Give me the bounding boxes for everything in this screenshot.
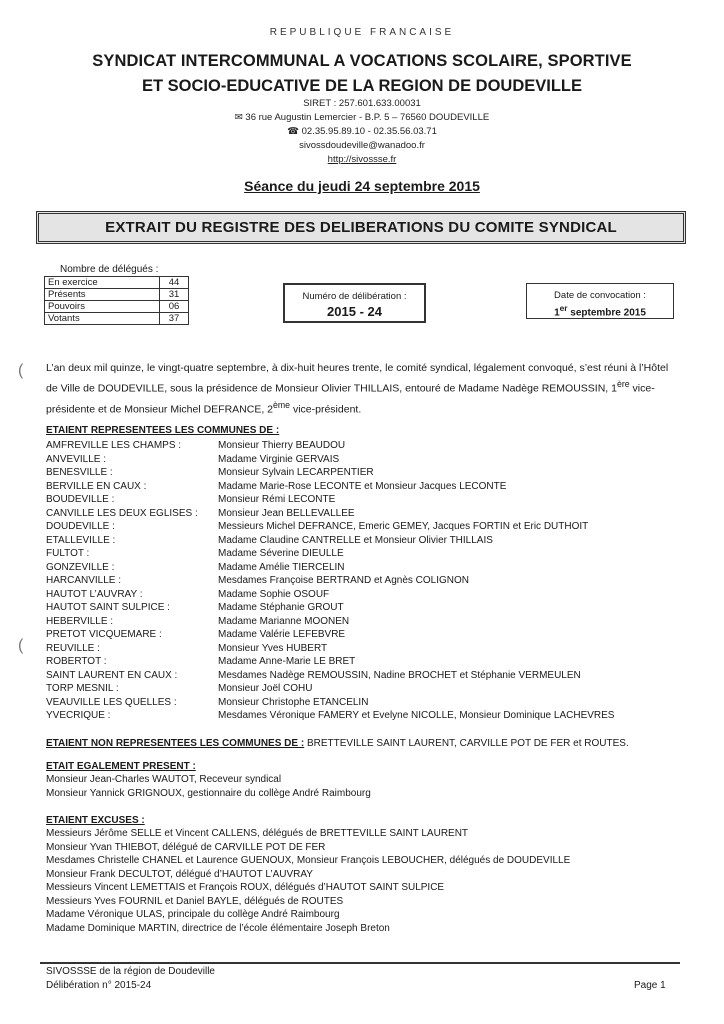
convocation-day-suffix: er [559, 303, 568, 313]
commune-representatives: Madame Marie-Rose LECONTE et Monsieur Jacques LECONTE [218, 481, 507, 492]
commune-name: ETALLEVILLE : [46, 535, 116, 546]
commune-name: BENESVILLE : [46, 467, 113, 478]
commune-name: SAINT LAURENT EN CAUX : [46, 670, 178, 681]
commune-name: TORP MESNIL : [46, 683, 119, 694]
list-item: Madame Véronique ULAS, principale du collège André Raimbourg [46, 909, 340, 920]
commune-representatives: Monsieur Sylvain LECARPENTIER [218, 467, 374, 478]
margin-mark: ( [18, 362, 24, 379]
seance-date: Séance du jeudi 24 septembre 2015 [244, 178, 480, 194]
commune-name: HEBERVILLE : [46, 616, 114, 627]
commune-representatives: Madame Valérie LEFEBVRE [218, 629, 346, 640]
delegates-label: Présents [45, 289, 160, 301]
intro-sup: ème [273, 399, 291, 410]
intro-sup: ère [616, 379, 630, 389]
also-present-title: ETAIT EGALEMENT PRESENT : [46, 761, 196, 772]
commune-representatives: Madame Stéphanie GROUT [218, 602, 344, 613]
deliberation-number-box [283, 283, 426, 323]
not-represented-title: ETAIENT NON REPRESENTEES LES COMMUNES DE : [46, 738, 305, 749]
commune-name: HAUTOT L’AUVRAY : [46, 589, 143, 600]
delegates-value: 44 [160, 277, 189, 289]
list-item: Messieurs Yves FOURNIL et Daniel BAYLE, délégués de ROUTES [46, 896, 344, 907]
delegates-table [44, 276, 189, 325]
commune-name: DOUDEVILLE : [46, 521, 115, 532]
organization-name-line-1: SYNDICAT INTERCOMMUNAL A VOCATIONS SCOLAIRE, SPORTIVE [92, 52, 632, 70]
intro-text: vice-président. [290, 403, 362, 415]
table-row [45, 313, 189, 325]
table-row [45, 289, 189, 301]
commune-name: BOUDEVILLE : [46, 494, 115, 505]
commune-name: CANVILLE LES DEUX EGLISES : [46, 508, 198, 519]
commune-name: GONZEVILLE : [46, 562, 115, 573]
commune-representatives: Mesdames Véronique FAMERY et Evelyne NICOLLE, Monsieur Dominique LACHEVRES [218, 710, 615, 721]
commune-name: REUVILLE : [46, 643, 100, 654]
commune-name: BERVILLE EN CAUX : [46, 481, 147, 492]
commune-name: HAUTOT SAINT SULPICE : [46, 602, 170, 613]
list-item: Messieurs Jérôme SELLE et Vincent CALLENS, délégués de BRETTEVILLE SAINT LAURENT [46, 828, 469, 839]
commune-representatives: Monsieur Rémi LECONTE [218, 494, 336, 505]
delegates-value: 37 [160, 313, 189, 325]
list-item: Mesdames Christelle CHANEL et Laurence GUENOUX, Monsieur François LEBOUCHER, délégués de DOUDEVILLE [46, 855, 571, 866]
list-item: Messieurs Vincent LEMETTAIS et François ROUX, délégués d’HAUTOT SAINT SULPICE [46, 882, 445, 893]
commune-representatives: Madame Anne-Marie LE BRET [218, 656, 356, 667]
deliberation-label: Numéro de délibération : [302, 291, 407, 302]
commune-representatives: Madame Sophie OSOUF [218, 589, 330, 600]
list-item: Madame Dominique MARTIN, directrice de l’école élémentaire Joseph Breton [46, 923, 390, 934]
commune-representatives: Monsieur Christophe ETANCELIN [218, 697, 369, 708]
deliberation-number: 2015 - 24 [327, 304, 382, 319]
commune-representatives: Madame Amélie TIERCELIN [218, 562, 345, 573]
delegates-label: Pouvoirs [45, 301, 160, 313]
convocation-date [527, 303, 673, 318]
delegates-title: Nombre de délégués : [60, 264, 159, 275]
commune-representatives: Madame Séverine DIEULLE [218, 548, 344, 559]
commune-representatives: Madame Marianne MOONEN [218, 616, 350, 627]
margin-mark: ( [18, 637, 24, 654]
commune-representatives: Mesdames Françoise BERTRAND et Agnès COLIGNON [218, 575, 470, 586]
commune-representatives: Madame Virginie GERVAIS [218, 454, 340, 465]
commune-name: PRETOT VICQUEMARE : [46, 629, 162, 640]
commune-name: FULTOT : [46, 548, 90, 559]
excused-title: ETAIENT EXCUSES : [46, 815, 145, 826]
not-represented-communes: BRETTEVILLE SAINT LAURENT, CARVILLE POT DE FER et ROUTES. [304, 738, 629, 749]
convocation-label: Date de convocation : [554, 290, 646, 301]
list-item: Monsieur Yvan THIEBOT, délégué de CARVILLE POT DE FER [46, 842, 326, 853]
page-number: Page 1 [634, 980, 666, 991]
republic-heading: REPUBLIQUE FRANCAISE [269, 27, 455, 38]
address-text: 36 rue Augustin Lemercier - B.P. 5 – 76560 DOUDEVILLE [245, 112, 490, 123]
list-item: Monsieur Frank DECULTOT, délégué d’HAUTOT L’AUVRAY [46, 869, 313, 880]
siret: SIRET : 257.601.633.00031 [303, 98, 421, 109]
envelope-icon: ✉ [234, 112, 243, 123]
convocation-date-box [526, 283, 674, 319]
commune-name: ROBERTOT : [46, 656, 107, 667]
phone-icon: ☎ [287, 126, 299, 137]
footer-deliberation: Délibération n° 2015-24 [46, 980, 152, 991]
convocation-month-year: septembre 2015 [567, 307, 646, 319]
commune-representatives: Madame Claudine CANTRELLE et Monsieur Olivier THILLAIS [218, 535, 493, 546]
commune-name: ANVEVILLE : [46, 454, 107, 465]
commune-representatives: Monsieur Yves HUBERT [218, 643, 328, 654]
delegates-value: 06 [160, 301, 189, 313]
list-item: Monsieur Jean-Charles WAUTOT, Receveur syndical [46, 774, 282, 785]
table-row [45, 277, 189, 289]
commune-name: VEAUVILLE LES QUELLES : [46, 697, 177, 708]
register-banner [36, 211, 686, 244]
website-link[interactable]: http://sivossse.fr [327, 154, 397, 165]
footer-organization: SIVOSSSE de la région de Doudeville [46, 966, 215, 977]
intro-paragraph [46, 360, 676, 417]
organization-name-line-2: ET SOCIO-EDUCATIVE DE LA REGION DE DOUDEVILLE [141, 77, 583, 95]
footer-divider [40, 962, 680, 964]
commune-representatives: Monsieur Joël COHU [218, 683, 313, 694]
convocation-day: 1 [554, 307, 560, 319]
commune-name: HARCANVILLE : [46, 575, 122, 586]
commune-representatives: Monsieur Thierry BEAUDOU [218, 440, 346, 451]
delegates-label: Votants [45, 313, 160, 325]
list-item: Monsieur Yannick GRIGNOUX, gestionnaire du collège André Raimbourg [46, 788, 371, 799]
phone-fax-text: 02.35.95.89.10 - 02.35.56.03.71 [301, 126, 437, 137]
not-represented-line [46, 738, 629, 749]
email: sivossdoudeville@wanadoo.fr [299, 140, 425, 151]
address-line [0, 112, 724, 123]
intro-text: L’an deux mil quinze, le vingt-quatre septembre, à dix-huit heures trente, le comité syndical, légalement convoqué, s’est réuni à l’Hôtel de Ville de DOUDEVILLE, sous la présidence de Monsieur Olivier THILLAIS, entouré de Madame Nadège REMOUSSIN, 1 [46, 362, 669, 395]
commune-name: YVECRIQUE : [46, 710, 111, 721]
delegates-label: En exercice [45, 277, 160, 289]
phone-fax-line [0, 126, 724, 137]
represented-title: ETAIENT REPRESENTEES LES COMMUNES DE : [46, 425, 280, 436]
commune-representatives: Mesdames Nadège REMOUSSIN, Nadine BROCHET et Stéphanie VERMEULEN [218, 670, 581, 681]
commune-representatives: Monsieur Jean BELLEVALLEE [218, 508, 355, 519]
table-row [45, 301, 189, 313]
commune-name: AMFREVILLE LES CHAMPS : [46, 440, 182, 451]
banner-title: EXTRAIT DU REGISTRE DES DELIBERATIONS DU COMITE SYNDICAL [105, 219, 617, 236]
intro-text: vice-présidente et de Monsieur Michel DEFRANCE, 2 [46, 382, 655, 415]
commune-representatives: Messieurs Michel DEFRANCE, Emeric GEMEY, Jacques FORTIN et Eric DUTHOIT [218, 521, 589, 532]
delegates-value: 31 [160, 289, 189, 301]
